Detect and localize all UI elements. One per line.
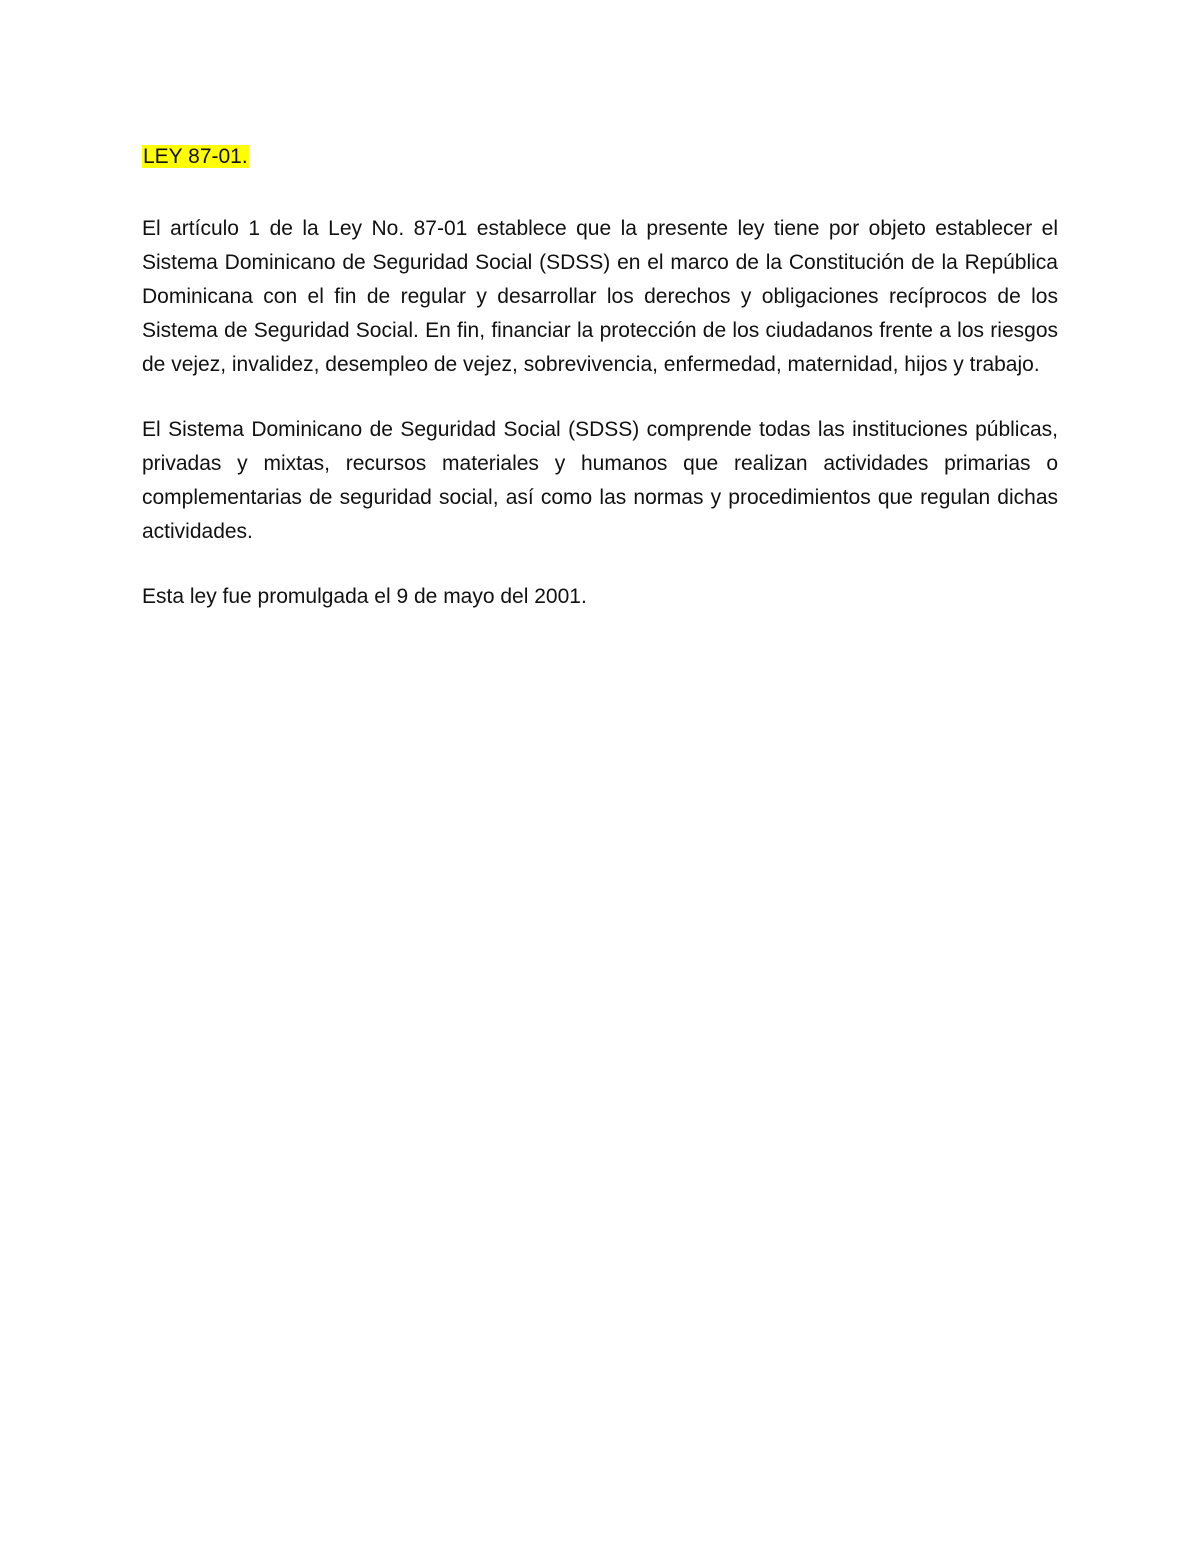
paragraph-sdss-scope: El Sistema Dominicano de Seguridad Social (SDSS) comprende todas las instituciones públicas, privadas y mixtas, recursos materiales y humanos que realizan actividades primarias o complementarias de seguridad social, así como las normas y procedimientos que regulan dichas actividades. (142, 418, 1058, 543)
paragraph-article-1: El artículo 1 de la Ley No. 87-01 establece que la presente ley tiene por objeto establecer el Sistema Dominicano de Seguridad Social (SDSS) en el marco de la Constitución de la República Dominicana con el fin de regular y desarrollar los derechos y obligaciones recíprocos de los Sistema de Seguridad Social. En fin, financiar la protección de los ciudadanos frente a los riesgos de vejez, invalidez, desempleo de vejez, sobrevivencia, enfermedad, maternidad, hijos y trabajo. (142, 217, 1058, 376)
document-body (142, 140, 1058, 645)
document-heading (142, 140, 1058, 174)
paragraph-promulgation-date: Esta ley fue promulgada el 9 de mayo del 2001. (142, 585, 587, 608)
highlighted-heading-text: LEY 87-01. (143, 145, 248, 168)
